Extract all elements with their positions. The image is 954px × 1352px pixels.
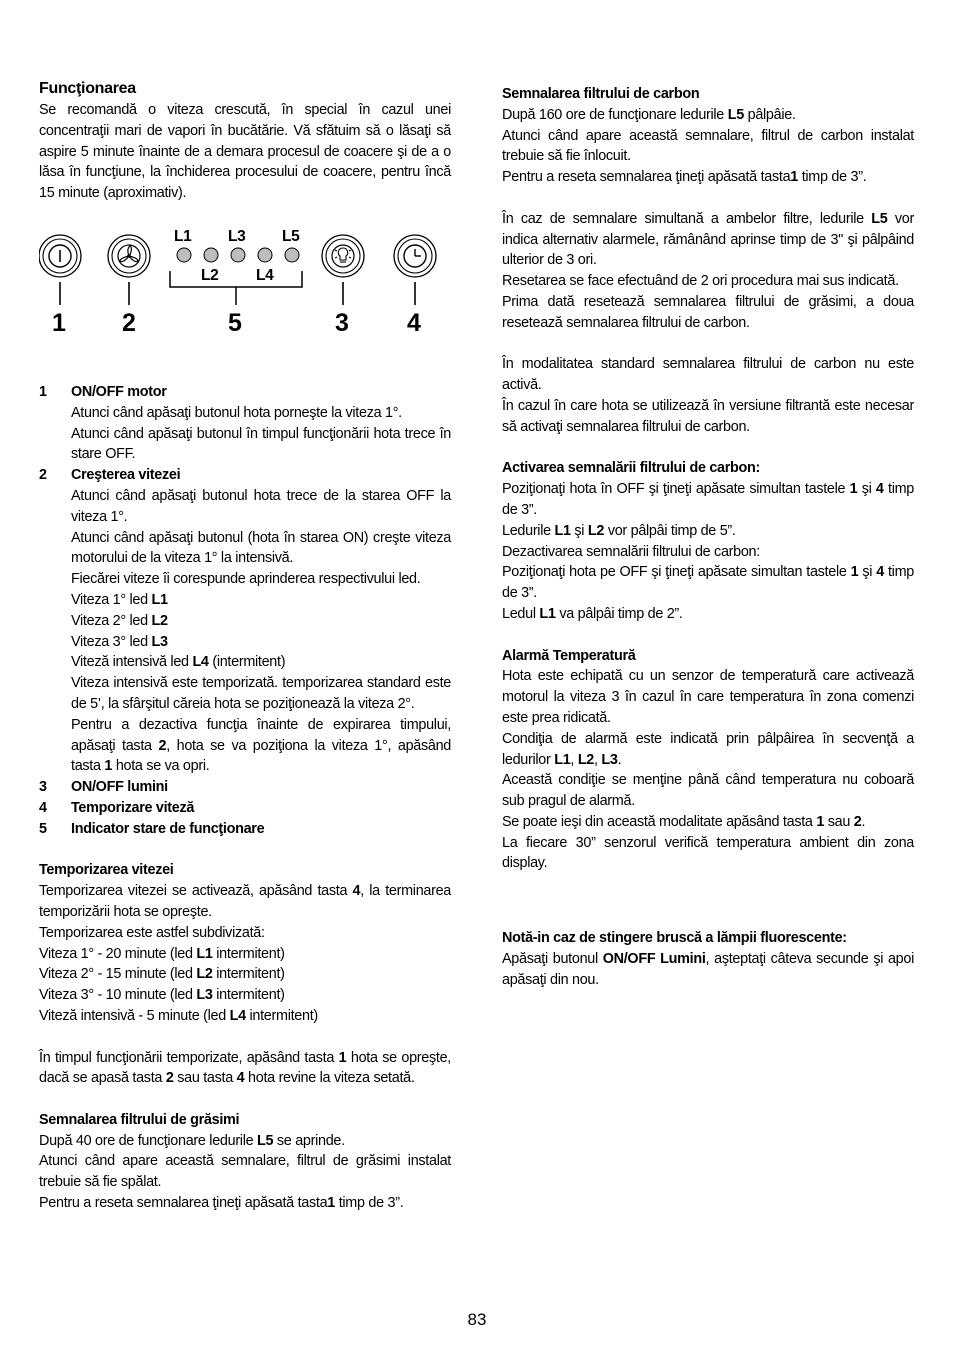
grease-line2: Atunci când apare această semnalare, filtrul de grăsimi instalat trebuie să fie spălat. xyxy=(39,1153,451,1191)
led-row xyxy=(177,248,299,262)
speed-led-4: Viteză intensivă led L4 (intermitent) xyxy=(71,654,286,671)
section-title-grease-filter: Semnalarea filtrului de grăsimi xyxy=(39,1111,240,1128)
item1-line1: Atunci când apăsaţi butonul hota porneşte la viteza 1°. xyxy=(71,404,402,421)
legend-item-1: 1 ON/OFF motor xyxy=(39,384,167,400)
note-line: Apăsaţi butonul ON/OFF Lumini, aşteptaţi câteva secunde şi apoi apăsaţi din nou. xyxy=(502,950,914,988)
power-icon xyxy=(39,235,81,277)
item2-line2: Atunci când apăsaţi butonul (hota în starea ON) creşte viteza motorului de la viteza 1° la intensivă. xyxy=(71,529,451,567)
speed-led-1: Viteza 1° led L1 xyxy=(71,591,168,608)
item2-line5: Pentru a dezactiva funcţia înainte de expirarea timpului, apăsaţi tasta 2, hota se va poziţiona la viteza 1°, apăsând tasta 1 hota se va opri. xyxy=(71,716,451,775)
standard-line1: În modalitatea standard semnalarea filtrului de carbon nu este activă. xyxy=(502,356,914,394)
fan-icon xyxy=(108,235,150,277)
legend-list xyxy=(39,382,451,1214)
led-label-l5: L5 xyxy=(282,228,300,245)
legend-item-5: 5 Indicator stare de funcţionare xyxy=(39,820,265,837)
temporizare-line2: Temporizarea este astfel subdivizată: xyxy=(39,924,265,941)
reset-line2: Prima dată resetează semnalarea filtrului de grăsimi, a doua resetează semnalarea filtrului de carbon. xyxy=(502,293,914,331)
deactivation-line1: Poziţionaţi hota pe OFF şi ţineţi apăsate simultan tastele 1 şi 4 timp de 3”. xyxy=(502,564,914,602)
page-number: 83 xyxy=(467,1310,487,1329)
section-title-carbon-filter: Semnalarea filtrului de carbon xyxy=(502,86,700,102)
carbon-line1: După 160 ore de funcţionare ledurile L5 pâlpâie. xyxy=(502,106,796,123)
reset-line1: Resetarea se face efectuând de 2 ori procedura mai sus indicată. xyxy=(502,273,899,290)
legend-item-3: 3 ON/OFF lumini xyxy=(39,779,168,796)
alarm-line4: Se poate ieşi din această modalitate apăsând tasta 1 sau 2. xyxy=(502,813,866,830)
callout-number-2: 2 xyxy=(122,309,136,337)
simultaneous-paragraph: În caz de semnalare simultană a ambelor filtre, ledurile L5 vor indica alternativ alarmele, rămânând aprinse timp de 3" şi pâlpâind ulterior de 3 ori. xyxy=(502,210,914,269)
timer-speed-2: Viteza 2° - 15 minute (led L2 intermitent) xyxy=(39,966,285,983)
item2-line1: Atunci când apăsaţi butonul hota trece de la starea OFF la viteza 1°. xyxy=(71,487,451,525)
deactivation-title: Dezactivarea semnalării filtrului de carbon: xyxy=(502,543,760,560)
led-label-l3: L3 xyxy=(228,228,246,245)
speed-led-3: Viteza 3° led L3 xyxy=(71,633,168,650)
callout-number-3: 3 xyxy=(335,309,349,337)
light-bulb-icon xyxy=(322,235,364,277)
alarm-line2: Condiţia de alarmă este indicată prin pâlpâirea în secvenţă a ledurilor L1, L2, L3. xyxy=(502,730,914,768)
activation-line1: Poziţionaţi hota în OFF şi ţineţi apăsate simultan tastele 1 şi 4 timp de 3”. xyxy=(502,481,914,518)
grease-line3: Pentru a reseta semnalarea ţineţi apăsată tasta1 timp de 3”. xyxy=(39,1195,404,1212)
timer-speed-4: Viteză intensivă - 5 minute (led L4 intermitent) xyxy=(39,1007,318,1024)
alarm-line1: Hota este echipată cu un senzor de temperatură care activează motorul la viteza 3 în cazul în care temperatura în zona comenzi este prea ridicată. xyxy=(502,668,914,726)
led-label-l1: L1 xyxy=(174,228,192,245)
clock-icon xyxy=(394,235,436,277)
item1-line2: Atunci când apăsaţi butonul în timpul funcţionării hota trece în stare OFF. xyxy=(71,425,451,463)
control-panel-diagram xyxy=(39,225,369,340)
led-label-l2: L2 xyxy=(201,267,219,284)
legend-item-2: 2 Creşterea vitezei xyxy=(39,467,181,484)
section-title-temporizare: Temporizarea vitezei xyxy=(39,862,174,879)
clock-button-diagram xyxy=(390,225,440,340)
callout-number-5: 5 xyxy=(228,309,242,337)
timer-speed-1: Viteza 1° - 20 minute (led L1 intermitent) xyxy=(39,945,285,962)
deactivation-line2: Ledul L1 va pâlpâi timp de 2”. xyxy=(502,605,683,622)
temporizare-paragraph2: În timpul funcţionării temporizate, apăsând tasta 1 hota se opreşte, dacă se apasă tasta 2 sau tasta 4 hota revine la viteza setată. xyxy=(39,1049,451,1087)
section-title-temperature-alarm: Alarmă Temperatură xyxy=(502,647,636,664)
carbon-line3: Pentru a reseta semnalarea ţineţi apăsată tasta1 timp de 3”. xyxy=(502,169,867,186)
activation-line2: Ledurile L1 şi L2 vor pâlpâi timp de 5”. xyxy=(502,522,736,539)
carbon-line2: Atunci când apare această semnalare, filtrul de carbon instalat trebuie să fie înlocuit. xyxy=(502,127,914,165)
section-title-activation: Activarea semnalării filtrului de carbon: xyxy=(502,460,761,477)
alarm-line5: La fiecare 30” senzorul verifică temperatura ambient din zona display. xyxy=(502,834,914,872)
speed-led-2: Viteza 2° led L2 xyxy=(71,612,168,629)
legend-item-4: 4 Temporizare viteză xyxy=(39,799,195,816)
grease-line1: După 40 ore de funcţionare ledurile L5 se aprinde. xyxy=(39,1132,345,1149)
section-title-note: Notă-in caz de stingere bruscă a lămpii fluorescente: xyxy=(502,930,847,947)
item2-line4: Viteza intensivă este temporizată. temporizarea standard este de 5’, la sfârşitul căreia hota se poziţionează la viteza 2°. xyxy=(71,675,451,712)
led-label-l4: L4 xyxy=(256,267,274,284)
callout-number-1: 1 xyxy=(52,309,66,337)
alarm-line3: Această condiţie se menţine până când temperatura nu coboară sub pragul de alarmă. xyxy=(502,772,914,810)
standard-line2: În cazul în care hota se utilizează în versiune filtrantă este necesar să activaţi semnalarea filtrului de carbon. xyxy=(502,397,914,435)
temporizare-line1: Temporizarea vitezei se activează, apăsând tasta 4, la terminarea temporizării hota se opreşte. xyxy=(39,883,451,920)
paragraph-functionare: Se recomandă o viteza crescută, în special în cazul unei concentraţii mari de vapori în bucătărie. Vă sfătuim să o lăsaţi să aspire 5 minute înainte de a demara procesul de coacere şi de a o lăsa în funcţiune, la închiderea procesului de coacere, pentru încă 15 minute (aproximativ). xyxy=(39,102,451,202)
section-title-functionare: Funcţionarea xyxy=(39,80,136,97)
item2-line3: Fiecărei viteze îi corespunde aprinderea respectivului led. xyxy=(71,571,421,588)
timer-speed-3: Viteza 3° - 10 minute (led L3 intermitent) xyxy=(39,987,285,1004)
callout-number-4: 4 xyxy=(407,309,421,337)
right-flow xyxy=(502,84,914,990)
